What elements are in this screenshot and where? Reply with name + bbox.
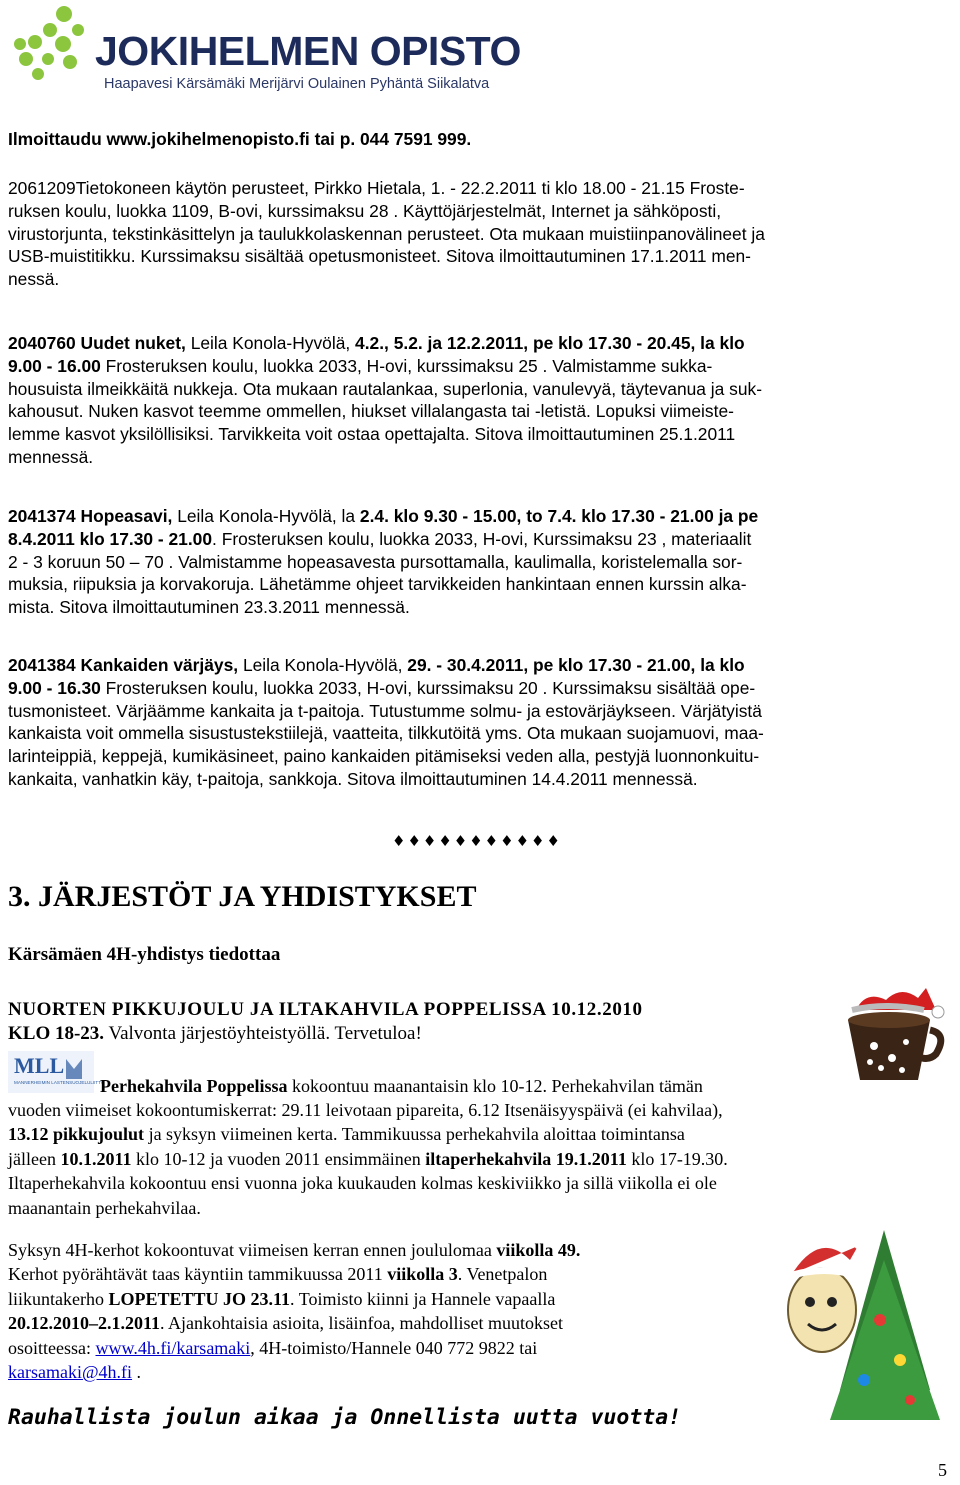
course3-title: 2041374 Hopeasavi, — [8, 506, 173, 526]
course2-line: kahousut. Nuken kasvot teemme ommellen, hiukset villalangasta tai -letistä. Lopuksi viimeiste- — [8, 401, 734, 422]
nuorten-text: Valvonta järjestöyhteistyöllä. Tervetuloa! — [104, 1023, 422, 1044]
course3-text: . Frosteruksen koulu, luokka 2033, H-ovi, Kurssimaksu 23 , materiaalit — [212, 528, 752, 549]
nuorten-time: KLO 18-23. — [8, 1023, 105, 1044]
course3-when2: 8.4.2011 klo 17.30 - 21.00 — [8, 528, 213, 549]
enroll-line — [8, 128, 944, 151]
office-closed-dates: 20.12.2010–2.1.2011 — [8, 1313, 161, 1334]
course3-line: 2 - 3 koruun 50 – 70 . Valmistamme hopeasavesta pursottamalla, kaulimalla, koristelemalla sor- — [8, 551, 743, 572]
kerhot-week: viikolla 3 — [387, 1264, 458, 1285]
kerhot-text: . Ajankohtaisia asioita, lisäinfoa, mahdolliset muutokset — [160, 1313, 563, 1334]
perhekahvila-line1 — [100, 1074, 948, 1098]
closing-greeting: Rauhallista joulun aikaa ja Onnellista uutta vuotta! — [8, 1405, 682, 1430]
course-new-dolls — [8, 332, 944, 469]
org-name: JOKIHELMEN OPISTO — [95, 28, 521, 74]
kerhot-text: liikuntakerho — [8, 1288, 109, 1309]
kerhot-text: osoitteessa: — [8, 1337, 96, 1358]
kerhot-text: . Toimisto kiinni ja Hannele vapaalla — [290, 1288, 556, 1309]
perhekahvila-text: klo 17-19.30. — [626, 1148, 728, 1169]
course1-line: ruksen koulu, luokka 1109, B-ovi, kurssimaksu 28 . Käyttöjärjestelmät, Internet ja sähköposti, — [8, 200, 722, 221]
perhekahvila-line: Iltaperhekahvila kokoontuu ensi vuonna joka kuukauden kolmas keskiviikko ja sillä viikolla ei ole — [8, 1173, 717, 1194]
course2-when2: 9.00 - 16.00 — [8, 355, 101, 376]
course1-line: virustorjunta, tekstinkäsittelyn ja taulukkolaskennan perusteet. Ota mukaan muistiinpanovälineet ja — [8, 223, 765, 244]
enroll-text: Ilmoittaudu www.jokihelmenopisto.fi tai p. 044 7591 999. — [8, 129, 472, 149]
course1-line: 2061209Tietokoneen käytön perusteet, Pirkko Hietala, 1. - 22.2.2011 ti klo 18.00 - 21.15 Froste- — [8, 178, 745, 198]
course3-line: mista. Sitova ilmoittautuminen 23.3.2011 mennessä. — [8, 597, 410, 618]
course-silver-clay — [8, 505, 944, 619]
pikkujoulut-date: 13.12 pikkujoulut — [8, 1124, 145, 1145]
kerhot-week: viikolla 49. — [496, 1240, 581, 1260]
logo-emblem-icon — [8, 4, 98, 84]
perhekahvila-text: kokoontuu maanantaisin klo 10-12. Perhekahvilan tämän — [287, 1076, 703, 1096]
perhekahvila-text: klo 10-12 ja vuoden 2011 ensimmäinen — [131, 1148, 426, 1169]
course4-when: 29. - 30.4.2011, pe klo 17.30 - 21.00, la klo — [407, 655, 745, 675]
kerhot-text: , 4H-toimisto/Hannele 040 772 9822 tai — [250, 1337, 538, 1358]
iltaperhekahvila-date: iltaperhekahvila 19.1.2011 — [425, 1148, 627, 1169]
course4-line: tusmonisteet. Värjäämme kankaita ja t-paitoja. Tutustumme solmu- ja estovärjäykseen. Värjätyistä — [8, 700, 762, 721]
email-link[interactable]: karsamaki@4h.fi — [8, 1362, 133, 1383]
perhekahvila-line: vuoden viimeiset kokoontumiskerrat: 29.11 leivotaan pipareita, 6.12 Itsenäisyyspäivä (ei kahvilaa), — [8, 1100, 723, 1120]
course2-line: mennessä. — [8, 446, 94, 467]
perhekahvila-text: jälleen — [8, 1148, 61, 1169]
section-title: 3. JÄRJESTÖT JA YHDISTYKSET — [8, 880, 477, 913]
course3-teacher: Leila Konola-Hyvölä, la — [172, 506, 360, 526]
course2-line: housuista ilmeikkäitä nukkeja. Ota mukaan rautalankaa, superlonia, vanulevyä, täytevanua ja suk- — [8, 378, 763, 399]
course3-line: muksia, riipuksia ja korvakoruja. Lähetämme ohjeet tarvikkeiden hankintaan ennen kurssin alka- — [8, 574, 747, 595]
nuorten-pikkujoulu — [8, 998, 813, 1046]
course2-line: lemme kasvot yksilöllisiksi. Tarvikkeita voit ostaa opettajalta. Sitova ilmoittautuminen 25.1.2011 — [8, 424, 736, 445]
christmas-tree-icon — [780, 1190, 956, 1432]
course1-line: nessä. — [8, 269, 60, 290]
kerhot-text: . Venetpalon — [457, 1264, 548, 1285]
mll-logo — [8, 1051, 105, 1093]
perhekahvila-date: 10.1.2011 — [60, 1148, 132, 1169]
course4-title: 2041384 Kankaiden värjäys, — [8, 655, 239, 675]
website-link[interactable]: www.4h.fi/karsamaki — [95, 1337, 251, 1358]
course4-teacher: Leila Konola-Hyvölä, — [238, 655, 408, 675]
course1-line: USB-muistitikku. Kurssimaksu sisältää opetusmonisteet. Sitova ilmoittautuminen 17.1.2011 men- — [8, 246, 751, 267]
course3-when: 2.4. klo 9.30 - 15.00, to 7.4. klo 17.30 - 21.00 ja pe — [359, 506, 759, 526]
course2-title: 2040760 Uudet nuket, — [8, 333, 186, 353]
mll-logo-icon — [8, 1051, 105, 1093]
subheading: Kärsämäen 4H-yhdistys tiedottaa — [8, 944, 281, 965]
kerhot-text: Syksyn 4H-kerhot kokoontuvat viimeisen kerran ennen joululomaa — [8, 1240, 497, 1260]
kerhot-text: Kerhot pyörähtävät taas käyntiin tammikuussa 2011 — [8, 1264, 388, 1285]
coffee-cup-icon — [826, 980, 950, 1084]
course4-line: larinteippiä, keppejä, kumikäsineet, paino kankaiden pitämiseksi veden alla, pestyjä luonnonkuitu- — [8, 746, 760, 767]
course2-teacher: Leila Konola-Hyvölä, — [185, 333, 356, 353]
perhekahvila-line: maanantain perhekahvilaa. — [8, 1197, 201, 1218]
course-fabric-dyeing — [8, 654, 944, 791]
course2-text: Frosteruksen koulu, luokka 2033, H-ovi, kurssimaksu 25 . Valmistamme sukka- — [100, 355, 713, 376]
mll-logo-letters: MLL — [14, 1053, 65, 1078]
kerhot-stopped: LOPETETTU JO 23.11 — [108, 1288, 291, 1309]
nuorten-line1: NUORTEN PIKKUJOULU JA ILTAKAHVILA POPPELISSA 10.12.2010 — [8, 999, 643, 1020]
mll-logo-subtitle: MANNERHEIMIN LASTENSUOJELULIITTO — [14, 1080, 105, 1085]
page-number: 5 — [938, 1460, 947, 1480]
course4-line: kankaista voit ommella sisustustekstiilejä, vaatteita, tilkkutöitä yms. Ota mukaan suojamuovi, maa- — [8, 723, 764, 744]
perhekahvila-title: Perhekahvila Poppelissa — [100, 1076, 288, 1096]
course4-text: Frosteruksen koulu, luokka 2033, H-ovi, kurssimaksu 20 . Kurssimaksu sisältää ope- — [100, 677, 756, 698]
course-computer-basics — [8, 177, 944, 291]
org-municipalities: Haapavesi Kärsämäki Merijärvi Oulainen Pyhäntä Siikalatva — [104, 76, 490, 92]
perhekahvila-line: ja syksyn viimeinen kerta. Tammikuussa perhekahvila aloittaa toimintansa — [144, 1124, 685, 1145]
course4-line: kankaita, vanhatkin käy, t-paitoja, sankkoja. Sitova ilmoittautuminen 14.4.2011 mennessä. — [8, 768, 698, 789]
kerhot-text: . — [132, 1362, 142, 1383]
course2-when: 4.2., 5.2. ja 12.2.2011, pe klo 17.30 - 20.45, la klo — [355, 333, 745, 353]
course4-when2: 9.00 - 16.30 — [8, 677, 101, 698]
kerhot-block — [8, 1238, 764, 1384]
diamond-separator: ♦♦♦♦♦♦♦♦♦♦♦ — [392, 832, 562, 850]
